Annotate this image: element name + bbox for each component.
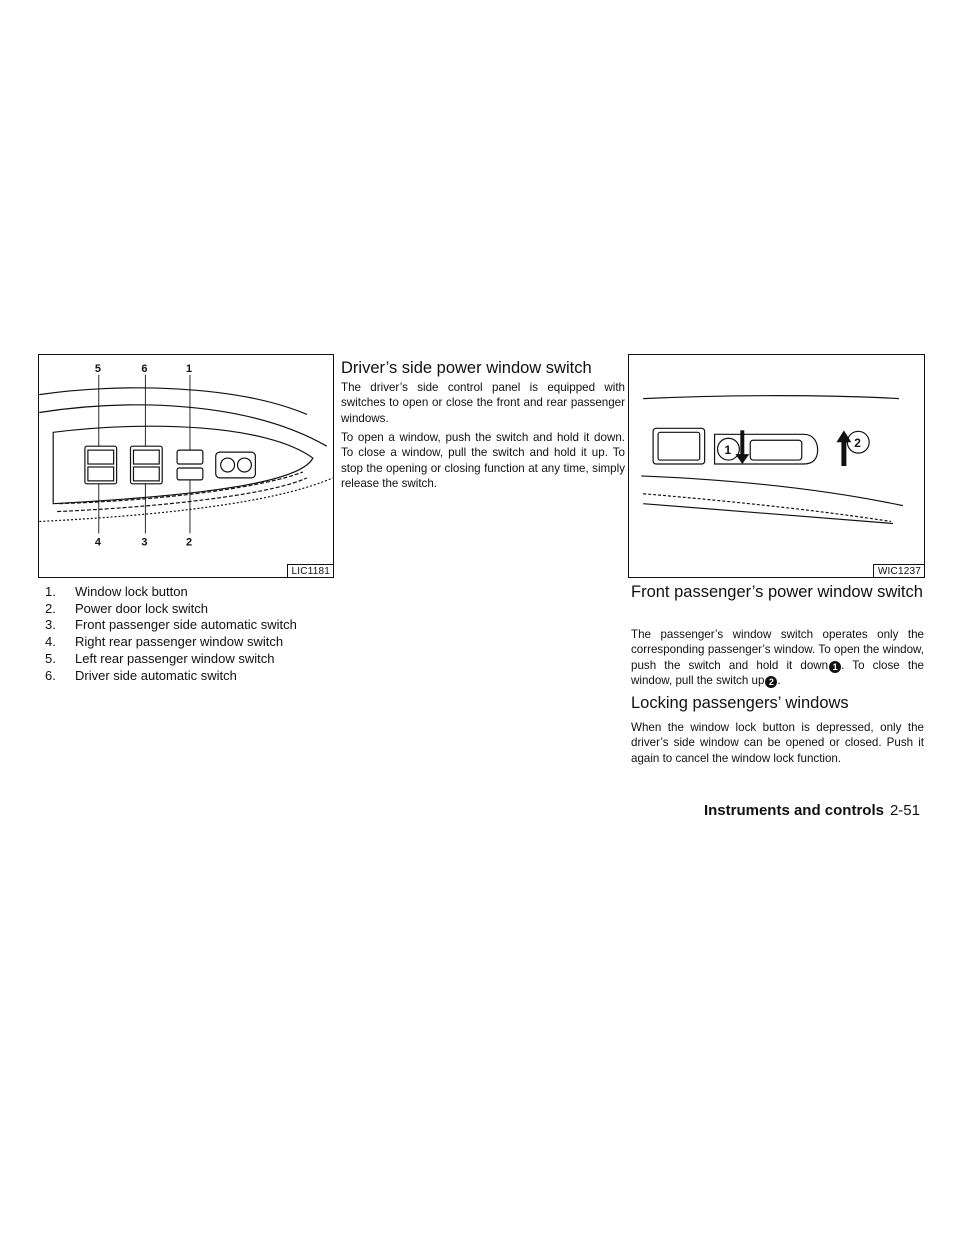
- figure-code: WIC1237: [873, 564, 924, 577]
- callout-2: 2: [186, 536, 193, 549]
- legend-item: [45, 668, 297, 685]
- callout-1: 1: [724, 443, 732, 458]
- callout-1: 1: [186, 362, 193, 375]
- callout-2: 2: [854, 436, 861, 451]
- circled-marker-1: 1: [829, 661, 841, 673]
- legend-text: Front passenger side automatic switch: [75, 617, 297, 633]
- legend-number: 6.: [45, 667, 56, 683]
- driver-paragraph-1: The driver’s side control panel is equipped with switches to open or close the front and rear passenger windows.: [341, 381, 625, 425]
- legend-text: Power door lock switch: [75, 600, 208, 616]
- legend-text: Left rear passenger window switch: [75, 650, 275, 666]
- footer-page-number: 2-51: [889, 802, 920, 819]
- figure-passenger-switch: [628, 354, 925, 578]
- legend-item: [45, 584, 297, 601]
- section-heading-locking-windows: Locking passengers’ windows: [631, 694, 849, 712]
- driver-switch-panel-illustration: [39, 355, 333, 577]
- circled-marker-2: 2: [765, 676, 777, 688]
- front-text-part-3: .: [777, 674, 781, 688]
- legend-text: Right rear passenger window switch: [75, 634, 284, 650]
- legend-number: 2.: [45, 600, 56, 616]
- footer-section-title: Instruments and controls: [703, 802, 884, 819]
- figure-code: LIC1181: [287, 564, 333, 577]
- section-heading-front-passenger-switch: Front passenger’s power window switch: [631, 583, 923, 601]
- front-text-part-1: The passenger’s window switch operates only the corresponding passenger’s window. To open the window, push the switch and hold it down: [631, 628, 924, 672]
- section-heading-driver-switch: Driver’s side power window switch: [341, 359, 592, 377]
- legend-item: [45, 617, 297, 634]
- figure-driver-switch-panel: [38, 354, 334, 578]
- legend-number: 1.: [45, 584, 56, 599]
- legend-item: [45, 634, 297, 651]
- front-text-part-2: . To close the window, pull the switch up: [631, 658, 924, 688]
- passenger-switch-illustration: [629, 355, 924, 577]
- callout-4: 4: [94, 536, 101, 549]
- legend-text: Window lock button: [75, 584, 188, 599]
- callout-6: 6: [141, 362, 148, 375]
- locking-paragraph: When the window lock button is depressed, only the driver’s side window can be opened or closed. Push it again to cancel the window lock function.: [631, 721, 924, 765]
- callout-5: 5: [94, 362, 101, 375]
- legend-number: 5.: [45, 650, 56, 666]
- page-footer: [704, 802, 920, 819]
- legend-text: Driver side automatic switch: [75, 667, 237, 683]
- legend-item: [45, 601, 297, 618]
- legend-number: 3.: [45, 617, 56, 633]
- front-passenger-paragraph: [631, 627, 924, 689]
- callout-3: 3: [141, 536, 148, 549]
- driver-paragraph-2: To open a window, push the switch and hold it down. To close a window, pull the switch and hold it up. To stop the opening or closing function at any time, simply release the switch.: [341, 431, 625, 491]
- legend-number: 4.: [45, 634, 56, 650]
- legend-item: [45, 651, 297, 668]
- figure-legend: [45, 584, 297, 684]
